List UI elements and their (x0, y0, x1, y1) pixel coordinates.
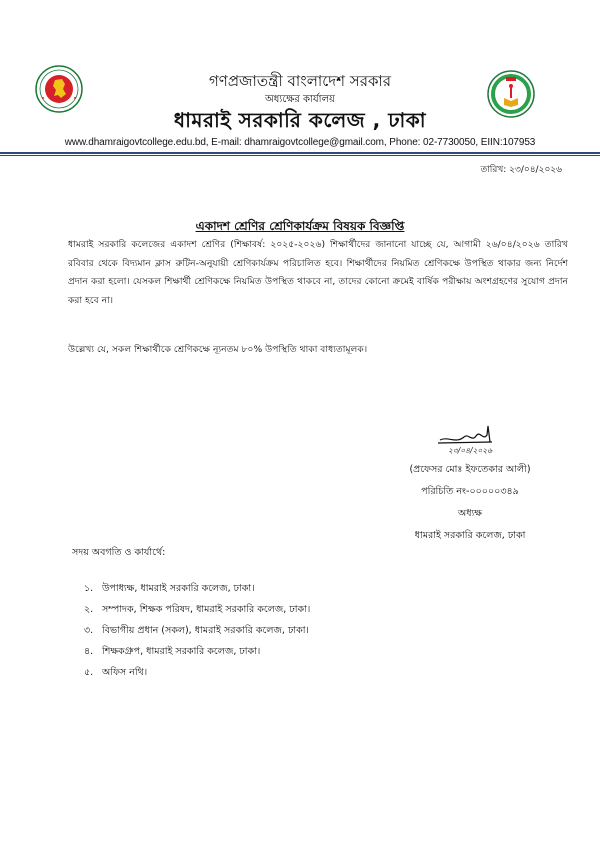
notice-date: তারিখ: ২৩/০৪/২০২৬ (480, 165, 562, 175)
signature-date: ২৩/০৪/২০২৬ (447, 446, 493, 455)
distribution-item (84, 666, 310, 687)
notice-title: একাদশ শ্রেণির শ্রেণিকার্যক্রম বিষয়ক বিজ্ঞপ্তি (195, 219, 405, 233)
distribution-item (84, 645, 310, 666)
distribution-item (84, 582, 310, 603)
distribution-item-number: ৩. (84, 625, 94, 636)
distribution-item-text: বিভাগীয় প্রধান (সকল), ধামরাই সরকারি কলেজ, ঢাকা। (102, 625, 309, 636)
distribution-heading: সদয় অবগতি ও কার্যার্থে: (72, 547, 166, 558)
notice-paragraph-2: উল্লেখ্য যে, সকল শিক্ষার্থীকে শ্রেণিকক্ষে ন্যূনতম ৮০% উপস্থিতি থাকা বাধ্যতামূলক। (68, 344, 368, 355)
signatory-institution: ধামরাই সরকারি কলেজ, ঢাকা (414, 530, 526, 541)
notice-paragraph-1: ধামরাই সরকারি কলেজের একাদশ শ্রেণির (শিক্ষাবর্ষ: ২০২৫-২০২৬) শিক্ষার্থীদের জানানো যাচ্ছে যে, আগামী ২৬/০৪/২০২৬ তারিখ রবিবার থেকে বিদ্যমান ক্লাস রুটিন-অনুযায়ী শ্রেণিকার্যক্রম পরিচালিত হবে। শিক্ষার্থীদের নিয়মিত শ্রেণিকক্ষে উপস্থিত থাকার জন্য নির্দেশ প্রদান করা হলো। যেসকল শিক্ষার্থী শ্রেণিকক্ষে নিয়মিত উপস্থিত থাকবে না, তাদের কোনো ক্রমেই বার্ষিক পরীক্ষায় অংশগ্রহণের সুযোগ প্রদান করা হবে না। (68, 239, 568, 306)
distribution-item (84, 603, 310, 624)
distribution-item-number: ৪. (84, 646, 94, 657)
office-heading: অধ্যক্ষের কার্যালয় (265, 94, 335, 105)
distribution-list (84, 582, 310, 687)
signatory-designation: অধ্যক্ষ (457, 508, 482, 519)
distribution-item (84, 624, 310, 645)
institution-heading: ধামরাই সরকারি কলেজ , ঢাকা (173, 108, 427, 132)
distribution-item-number: ১. (84, 583, 94, 594)
handwritten-signature (430, 424, 510, 448)
distribution-item-text: সম্পাদক, শিক্ষক পরিষদ, ধামরাই সরকারি কলেজ, ঢাকা। (102, 604, 311, 615)
distribution-item-number: ৫. (84, 667, 94, 678)
signatory-name: (প্রফেসর মোঃ ইফতেকার আলী) (409, 464, 531, 475)
distribution-item-text: শিক্ষকগ্রুপ, ধামরাই সরকারি কলেজ, ঢাকা। (102, 646, 261, 657)
signatory-id: পরিচিতি নং-০০০০০৩৪৯ (421, 486, 519, 497)
contact-line: www.dhamraigovtcollege.edu.bd, E-mail: dhamraigovtcollege@gmail.com, Phone: 02-7730050, EIIN:107953 (64, 137, 536, 148)
distribution-item-number: ২. (84, 604, 94, 615)
signature-block (380, 424, 560, 542)
header-divider-thick (0, 152, 600, 154)
distribution-item-text: অফিস নথি। (102, 667, 148, 678)
header-divider-thin (0, 155, 600, 156)
government-heading: গণপ্রজাতন্ত্রী বাংলাদেশ সরকার (208, 72, 392, 90)
distribution-item-text: উপাধ্যক্ষ, ধামরাই সরকারি কলেজ, ঢাকা। (102, 583, 255, 594)
